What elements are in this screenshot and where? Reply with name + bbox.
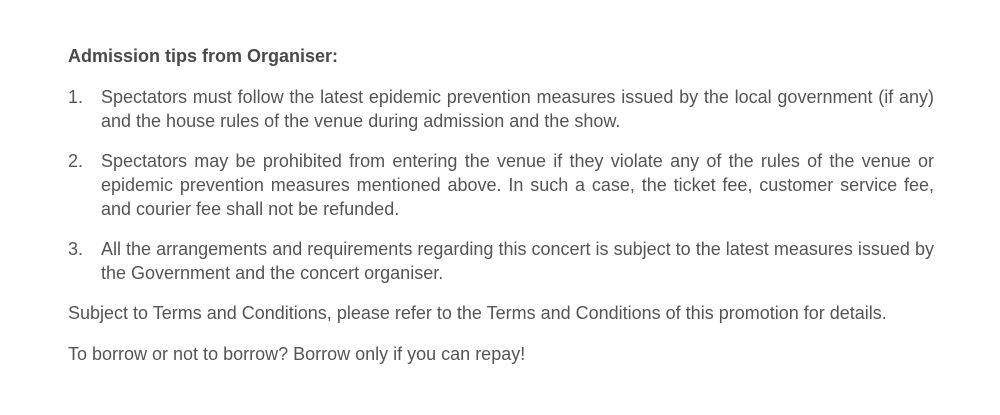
- tips-list: [68, 85, 934, 285]
- tip-number: 2.: [68, 151, 84, 171]
- tip-item-2: [68, 149, 934, 221]
- tip-number: 3.: [68, 239, 84, 259]
- tip-item-1: [68, 85, 934, 133]
- admission-tips-section: [68, 44, 934, 383]
- terms-note: Subject to Terms and Conditions, please refer to the Terms and Conditions of this promotion for details.: [68, 303, 887, 323]
- tip-number: 1.: [68, 87, 84, 107]
- tip-text: Spectators must follow the latest epidemic prevention measures issued by the local government (if any) and the house rules of the venue during admission and the show.: [101, 87, 934, 131]
- tip-text: All the arrangements and requirements regarding this concert is subject to the latest measures issued by the Government and the concert organiser.: [101, 239, 934, 283]
- tip-text: Spectators may be prohibited from entering the venue if they violate any of the rules of the venue or epidemic prevention measures mentioned above. In such a case, the ticket fee, customer service fee, and courier fee shall not be refunded.: [101, 151, 934, 219]
- section-heading: Admission tips from Organiser:: [68, 46, 339, 66]
- borrow-warning: To borrow or not to borrow? Borrow only if you can repay!: [68, 344, 526, 364]
- tip-item-3: [68, 237, 934, 285]
